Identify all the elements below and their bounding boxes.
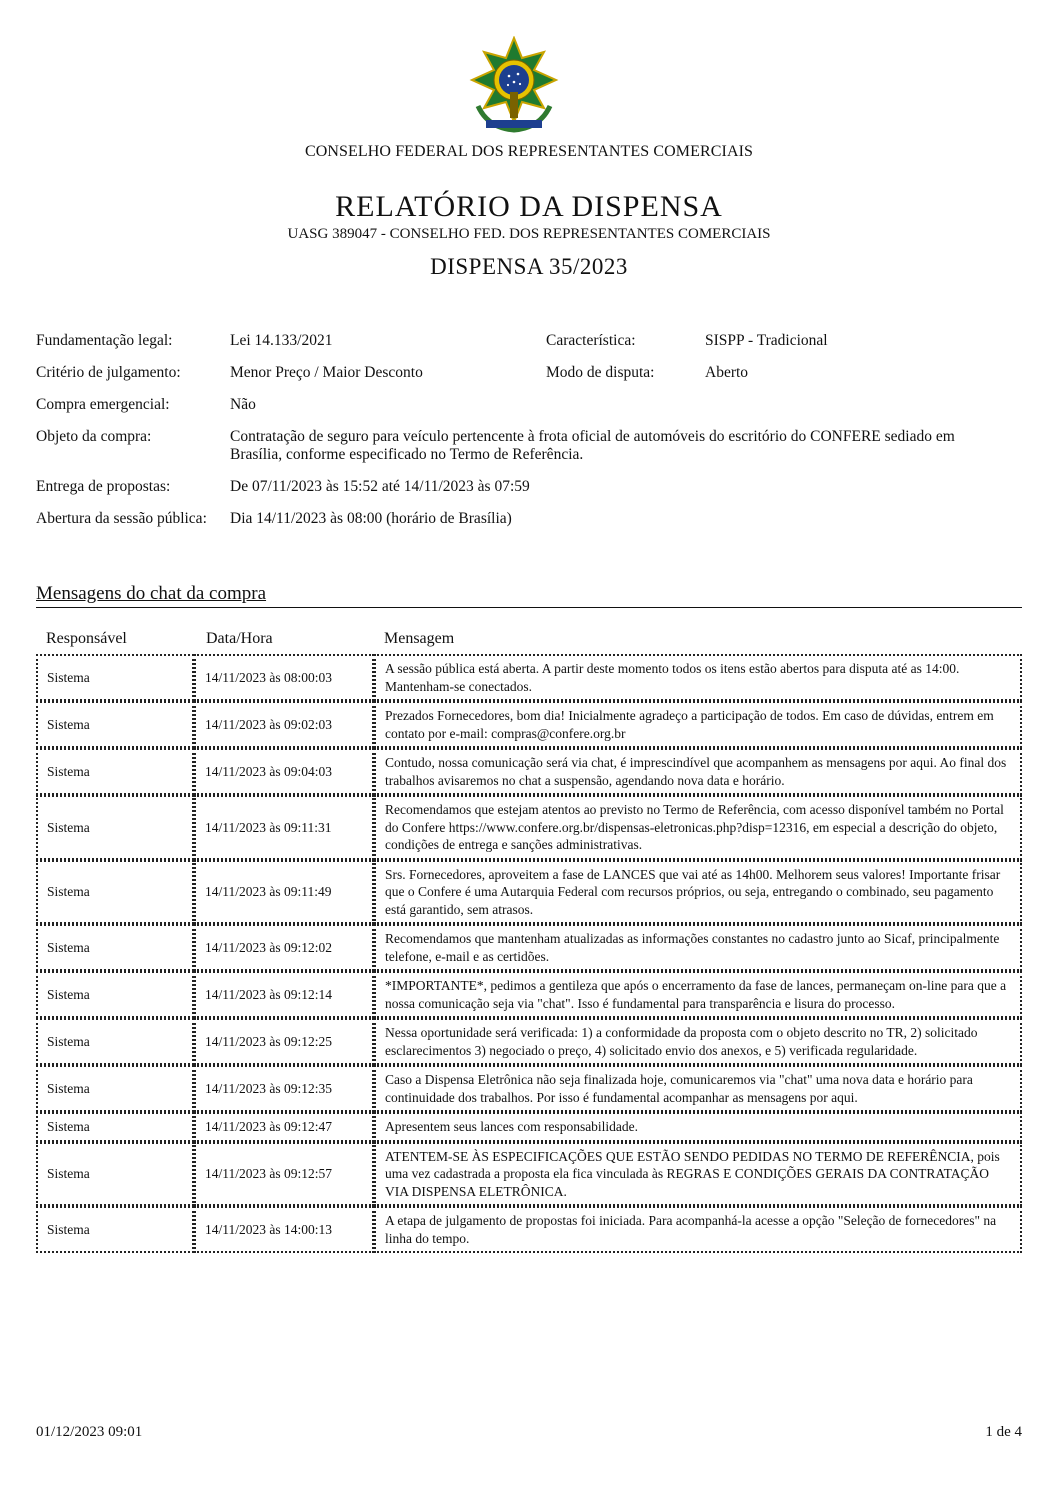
cell-datahora: 14/11/2023 às 09:12:47 bbox=[194, 1112, 374, 1142]
table-row bbox=[36, 654, 1022, 701]
col-responsavel: Responsável bbox=[46, 630, 127, 647]
cell-responsavel: Sistema bbox=[36, 748, 194, 795]
brazil-coat-of-arms-icon bbox=[468, 36, 560, 136]
table-row bbox=[36, 1112, 1022, 1142]
meta-row bbox=[36, 396, 1026, 428]
cell-datahora: 14/11/2023 às 09:11:31 bbox=[194, 795, 374, 860]
table-row bbox=[36, 748, 1022, 795]
meta-row bbox=[36, 478, 1026, 510]
cell-responsavel: Sistema bbox=[36, 654, 194, 701]
entrega-label: Entrega de propostas: bbox=[36, 478, 171, 495]
abertura-label: Abertura da sessão pública: bbox=[36, 510, 207, 527]
meta-row bbox=[36, 510, 1026, 542]
objeto-value: Contratação de seguro para veículo pertencente à frota oficial de automóveis do escritório do CONFERE sediado em Brasília, conforme especificado no Termo de Referência. bbox=[230, 428, 955, 463]
meta-row bbox=[36, 332, 1026, 364]
meta-row bbox=[36, 428, 1026, 478]
chat-table-header bbox=[36, 630, 1022, 652]
table-row bbox=[36, 860, 1022, 925]
emergencial-value: Não bbox=[230, 396, 256, 413]
fundamentacao-label: Fundamentação legal: bbox=[36, 332, 173, 349]
meta-row bbox=[36, 364, 1026, 396]
cell-datahora: 14/11/2023 às 14:00:13 bbox=[194, 1206, 374, 1253]
cell-mensagem: Contudo, nossa comunicação será via chat, é imprescindível que acompanhem as mensagens por aqui. Ao final dos trabalhos avisaremos no chat a suspensão, agendando nova data e horário. bbox=[374, 748, 1022, 795]
modo-value: Aberto bbox=[705, 364, 749, 381]
table-row bbox=[36, 924, 1022, 971]
cell-responsavel: Sistema bbox=[36, 924, 194, 971]
col-datahora: Data/Hora bbox=[206, 630, 273, 647]
cell-mensagem: Nessa oportunidade será verificada: 1) a conformidade da proposta com o objeto descrito no TR, 2) solicitado esclarecimentos 3) negociado o preço, 4) solicitado envio dos anexos, e 5) verificada regularidade. bbox=[374, 1018, 1022, 1065]
caracteristica-value: SISPP - Tradicional bbox=[705, 332, 828, 349]
cell-responsavel: Sistema bbox=[36, 1018, 194, 1065]
cell-datahora: 14/11/2023 às 09:12:02 bbox=[194, 924, 374, 971]
col-mensagem: Mensagem bbox=[384, 630, 455, 647]
purchase-details bbox=[36, 332, 1026, 542]
cell-responsavel: Sistema bbox=[36, 1065, 194, 1112]
modo-label: Modo de disputa: bbox=[546, 364, 655, 381]
cell-responsavel: Sistema bbox=[36, 1112, 194, 1142]
cell-mensagem: *IMPORTANTE*, pedimos a gentileza que após o encerramento da fase de lances, permaneçam on-line para que a nossa comunicação seja via "chat". Isso é fundamental para transparência e lisura do processo. bbox=[374, 971, 1022, 1018]
dispensa-number: DISPENSA 35/2023 bbox=[430, 254, 628, 279]
chat-messages-table bbox=[36, 654, 1022, 1253]
abertura-value: Dia 14/11/2023 às 08:00 (horário de Brasília) bbox=[230, 510, 512, 527]
chat-section-title bbox=[36, 583, 1022, 608]
cell-mensagem: Srs. Fornecedores, aproveitem a fase de LANCES que vai até as 14h00. Melhorem seus valores! Importante frisar que o Confere é uma Autarquia Federal com recursos próprios, ou seja, entregando o combinado, seu pagamento está garantido, sem atrasos. bbox=[374, 860, 1022, 925]
report-title: RELATÓRIO DA DISPENSA bbox=[335, 190, 723, 223]
page-number: 1 de 4 bbox=[985, 1424, 1022, 1440]
cell-datahora: 14/11/2023 às 09:12:57 bbox=[194, 1142, 374, 1207]
criterio-value: Menor Preço / Maior Desconto bbox=[230, 364, 423, 381]
cell-datahora: 14/11/2023 às 09:12:25 bbox=[194, 1018, 374, 1065]
table-row bbox=[36, 1065, 1022, 1112]
cell-datahora: 14/11/2023 às 09:02:03 bbox=[194, 701, 374, 748]
table-row bbox=[36, 795, 1022, 860]
table-row bbox=[36, 1206, 1022, 1253]
cell-responsavel: Sistema bbox=[36, 1206, 194, 1253]
entrega-value: De 07/11/2023 às 15:52 até 14/11/2023 às 07:59 bbox=[230, 478, 530, 495]
table-row bbox=[36, 1142, 1022, 1207]
cell-datahora: 14/11/2023 às 09:04:03 bbox=[194, 748, 374, 795]
cell-datahora: 14/11/2023 às 09:12:14 bbox=[194, 971, 374, 1018]
cell-mensagem: ATENTEM-SE ÀS ESPECIFICAÇÕES QUE ESTÃO SENDO PEDIDAS NO TERMO DE REFERÊNCIA, pois uma vez cadastrada a proposta ela fica vinculada às REGRAS E CONDIÇÕES GERAIS DA CONTRATAÇÃO VIA DISPENSA ELETRÔNICA. bbox=[374, 1142, 1022, 1207]
fundamentacao-value: Lei 14.133/2021 bbox=[230, 332, 333, 349]
cell-mensagem: Recomendamos que estejam atentos ao previsto no Termo de Referência, com acesso disponível também no Portal do Confere https://www.confere.org.br/dispensas-eletronicas.php?disp=12316, em especial a descrição do objeto, condições de entrega e sanções administrativas. bbox=[374, 795, 1022, 860]
criterio-label: Critério de julgamento: bbox=[36, 364, 181, 381]
cell-responsavel: Sistema bbox=[36, 1142, 194, 1207]
organization-name: CONSELHO FEDERAL DOS REPRESENTANTES COMERCIAIS bbox=[304, 143, 754, 160]
table-row bbox=[36, 971, 1022, 1018]
uasg-line: UASG 389047 - CONSELHO FED. DOS REPRESENTANTES COMERCIAIS bbox=[287, 226, 771, 242]
chat-section-title-text: Mensagens do chat da compra bbox=[36, 583, 267, 604]
cell-datahora: 14/11/2023 às 08:00:03 bbox=[194, 654, 374, 701]
cell-responsavel: Sistema bbox=[36, 701, 194, 748]
print-timestamp: 01/12/2023 09:01 bbox=[36, 1424, 143, 1440]
cell-datahora: 14/11/2023 às 09:11:49 bbox=[194, 860, 374, 925]
cell-mensagem: A etapa de julgamento de propostas foi iniciada. Para acompanhá-la acesse a opção "Seleção de fornecedores" na linha do tempo. bbox=[374, 1206, 1022, 1253]
caracteristica-label: Característica: bbox=[546, 332, 636, 349]
cell-responsavel: Sistema bbox=[36, 795, 194, 860]
cell-responsavel: Sistema bbox=[36, 860, 194, 925]
table-row bbox=[36, 1018, 1022, 1065]
cell-mensagem: Recomendamos que mantenham atualizadas as informações constantes no cadastro junto ao Sicaf, principalmente telefone, e-mail e as certidões. bbox=[374, 924, 1022, 971]
cell-responsavel: Sistema bbox=[36, 971, 194, 1018]
table-row bbox=[36, 701, 1022, 748]
emergencial-label: Compra emergencial: bbox=[36, 396, 170, 413]
cell-mensagem: Caso a Dispensa Eletrônica não seja finalizada hoje, comunicaremos via "chat" uma nova data e horário para continuidade dos trabalhos. Por isso é fundamental acompanhar as mensagens por aqui. bbox=[374, 1065, 1022, 1112]
cell-datahora: 14/11/2023 às 09:12:35 bbox=[194, 1065, 374, 1112]
cell-mensagem: A sessão pública está aberta. A partir deste momento todos os itens estão abertos para disputa até as 14:00. Mantenham-se conectados. bbox=[374, 654, 1022, 701]
objeto-label: Objeto da compra: bbox=[36, 428, 152, 445]
cell-mensagem: Apresentem seus lances com responsabilidade. bbox=[374, 1112, 1022, 1142]
cell-mensagem: Prezados Fornecedores, bom dia! Inicialmente agradeço a participação de todos. Em caso de dúvidas, entrem em contato por e-mail: compras@confere.org.br bbox=[374, 701, 1022, 748]
